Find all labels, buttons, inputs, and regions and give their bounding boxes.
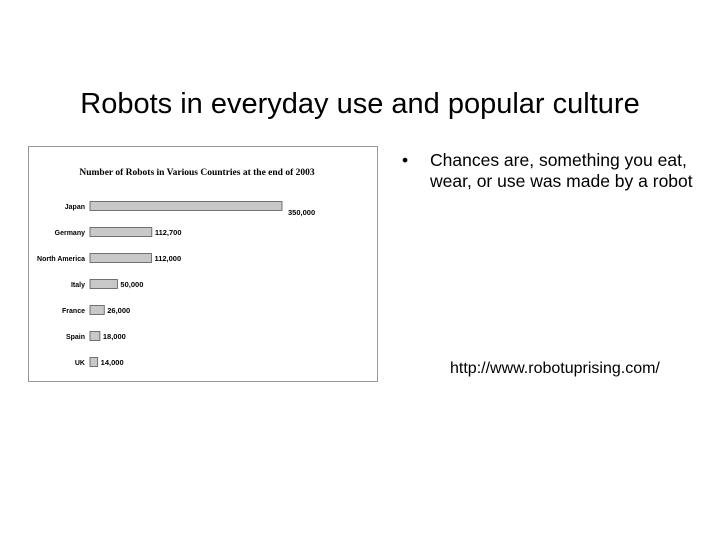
data-label: 18,000: [102, 332, 126, 341]
chart-frame: [28, 146, 378, 382]
category-label: France: [62, 308, 85, 315]
category-label: Japan: [64, 204, 85, 211]
data-label: 112,000: [154, 254, 182, 263]
bar-chart: [29, 147, 377, 381]
category-label: Germany: [54, 230, 85, 237]
category-label: North America: [37, 256, 85, 263]
chart-title: Number of Robots in Various Countries at the end of 2003: [79, 168, 315, 178]
bar: [90, 202, 282, 211]
data-label: 26,000: [107, 306, 131, 315]
bar: [90, 358, 98, 367]
bar: [90, 254, 151, 263]
data-label: 14,000: [100, 358, 124, 367]
bullet-list: [402, 150, 702, 192]
bullet-text: Chances are, something you eat, wear, or use was made by a robot: [430, 150, 693, 191]
data-label: 350,000: [288, 208, 316, 217]
bar: [90, 228, 152, 237]
bar: [90, 306, 104, 315]
bar: [90, 280, 117, 289]
source-link[interactable]: http://www.robotuprising.com/: [450, 360, 660, 377]
category-label: Spain: [65, 334, 85, 341]
data-label: 50,000: [120, 280, 144, 289]
bullet-item: [402, 150, 702, 192]
category-label: UK: [74, 360, 85, 367]
bar: [90, 332, 100, 341]
category-label: Italy: [70, 282, 85, 289]
data-label: 112,700: [154, 228, 182, 237]
slide-title: Robots in everyday use and popular culture: [80, 88, 640, 120]
bullet-marker: •: [402, 150, 409, 170]
